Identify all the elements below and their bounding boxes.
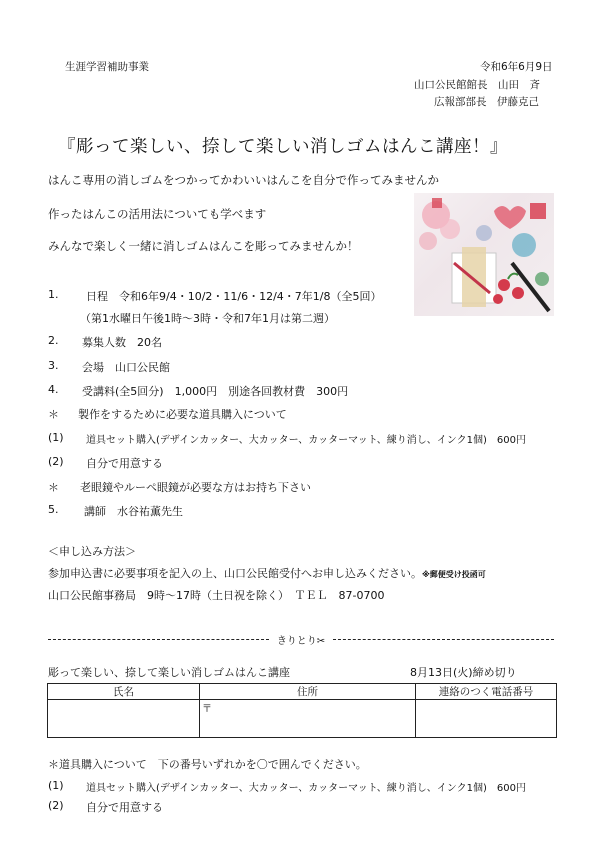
tools-option-1: 道具セット購入(デザインカッター、大カッター、カッターマット、練り消し、インク1個) 600円 [86,435,526,446]
item-number-3: 3. [48,359,59,372]
asterisk-mark: ＊ [48,408,59,421]
cut-line [48,631,554,647]
intro-line-2: 作ったはんこの活用法についても学べます [48,207,267,221]
tools-heading: 製作をするために必要な道具購入について [78,408,287,421]
item-number-4: 4. [48,383,59,396]
cut-dash-right [333,639,554,640]
glasses-note: 老眼鏡やルーペ眼鏡が必要な方はお持ち下さい [80,481,311,494]
cut-label: きりとり✂ [276,635,326,647]
item-number-1: 1. [48,288,59,301]
name-field[interactable] [48,700,200,738]
header-name: 氏名 [48,684,200,700]
schedule-note: （第1水曜日午後1時～3時・令和7年1月は第二週） [80,312,335,325]
intro-line-1: はんこ専用の消しゴムをつかってかわいいはんこを自分で作ってみませんか [48,173,439,187]
application-line-1 [48,565,486,581]
header-address: 住所 [200,684,416,700]
address-field[interactable] [200,700,416,738]
stamp-photo [414,193,554,316]
application-form-table [47,683,557,738]
capacity: 募集人数 20名 [82,336,162,349]
footer-option-1-number: (1) [48,779,64,792]
footer-option-2-number: (2) [48,799,64,812]
schedule: 日程 令和6年9/4・10/2・11/6・12/4・7年1/8（全5回） [86,290,382,303]
header-phone: 連絡のつく電話番号 [416,684,557,700]
tools-option-2: 自分で用意する [86,457,163,470]
sender-director: 山口公民館館長 山田 斉 [414,79,540,91]
venue: 会場 山口公民館 [82,361,170,374]
cut-dash-left [48,639,269,640]
stamp-illustration [414,193,554,316]
footer-option-2: 自分で用意する [86,801,163,814]
purchase-note: ＊道具購入について 下の番号いずれかを〇で囲んでください。 [48,758,367,771]
footer-option-1: 道具セット購入(デザインカッター、大カッター、カッターマット、練り消し、インク1個) 600円 [86,783,526,794]
fee: 受講料(全5回分) 1,000円 別途各回教材費 300円 [82,385,349,398]
item-number-5: 5. [48,503,59,516]
phone-field[interactable] [416,700,557,738]
tools-option-1-number: (1) [48,431,64,444]
form-title: 彫って楽しい、捺して楽しい消しゴムはんこ講座 [48,666,290,679]
mailbox-note: ※郵便受け投函可 [422,570,486,579]
tools-option-2-number: (2) [48,455,64,468]
office-contact: 山口公民館事務局 9時～17時（土日祝を除く） ＴＥＬ 87-0700 [48,589,385,602]
application-instructions: 参加申込書に必要事項を記入の上、山口公民館受付へお申し込みください。 [48,567,422,580]
form-deadline: 8月13日(火)締め切り [410,666,517,679]
teacher: 講師 水谷祐薫先生 [84,505,183,518]
program-label: 生涯学習補助事業 [65,61,149,73]
intro-line-3: みんなで楽しく一緒に消しゴムはんこを彫ってみませんか！ [48,239,359,253]
issue-date: 令和6年6月9日 [480,61,553,73]
sender-pr-head: 広報部部長 伊藤克己 [434,96,539,108]
page-title: 『彫って楽しい、捺して楽しい消しゴムはんこ講座！』 [58,137,508,157]
application-heading: ＜申し込み方法＞ [48,545,136,558]
item-number-2: 2. [48,334,59,347]
asterisk-mark: ＊ [48,481,59,494]
postal-mark: 〒 [202,704,212,715]
